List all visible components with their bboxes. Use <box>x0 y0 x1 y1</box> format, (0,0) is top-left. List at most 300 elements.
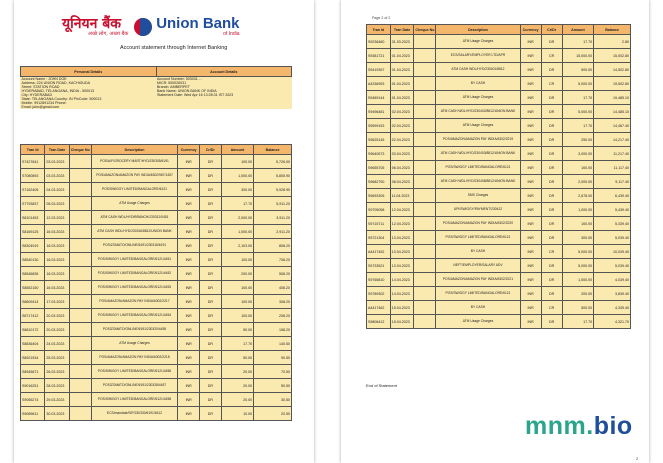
cell-cheque-no <box>414 35 436 49</box>
cell-tran-id: S7162405 <box>21 183 45 197</box>
cell-cheque-no <box>69 197 91 211</box>
transaction-row <box>367 231 631 245</box>
account-detail-value: Statement Date: Wed Apr 16 13:28:31 IST 2023 <box>157 93 234 97</box>
transaction-row <box>367 259 631 273</box>
cell-balance: 3,911.20 <box>254 211 292 225</box>
account-detail-value: MICR: 500026031 <box>157 81 187 85</box>
cell-tran-date: 02.04.2023 <box>390 119 414 133</box>
transaction-row <box>367 203 631 217</box>
cell-amount: 17.70 <box>221 197 253 211</box>
page-number: 2 <box>636 456 639 461</box>
cell-cheque-no <box>69 267 91 281</box>
cell-tran-id: S9721304 <box>367 231 391 245</box>
cell-cr-dr: DR <box>200 407 222 421</box>
cell-tran-id: S7427841 <box>21 155 45 169</box>
cell-balance: 5,339.40 <box>594 217 631 231</box>
cell-tran-date: 01.04.2023 <box>390 49 414 63</box>
cell-currency: INR <box>178 225 200 239</box>
cell-description: ATM CASH WDL/HYD/230403/8812/UNION BANK <box>436 147 520 161</box>
transaction-row <box>21 365 292 379</box>
transaction-row <box>21 295 292 309</box>
cell-description: POS/AMAZON/AMAZON PAY INDIA/6302/987/1457 <box>91 169 178 183</box>
cell-cheque-no <box>414 91 436 105</box>
cell-amount: 1,000.00 <box>562 273 594 287</box>
cell-balance: 6,439.40 <box>594 189 631 203</box>
cell-cheque-no <box>69 351 91 365</box>
cell-amount: 50.00 <box>221 323 253 337</box>
cell-balance: 2.80 <box>594 35 631 49</box>
cell-cheque-no <box>69 323 91 337</box>
cell-balance: 2,911.20 <box>254 225 292 239</box>
cell-description: POS/SWIGGY LIMITED/BANGALORE/6121 <box>436 161 520 175</box>
transaction-row <box>367 35 631 49</box>
cell-balance: 158.20 <box>254 323 292 337</box>
cell-cr-dr: DR <box>200 155 222 169</box>
column-header-balance: Balance <box>254 145 292 155</box>
cell-amount: 2,103.00 <box>221 239 253 253</box>
personal-detail-value: Email: john@gmail.com <box>21 105 60 109</box>
cell-currency: INR <box>520 63 541 77</box>
cell-amount: 500.00 <box>562 63 594 77</box>
cell-currency: INR <box>178 267 200 281</box>
cell-tran-date: 16.03.2023 <box>45 267 69 281</box>
cell-currency: INR <box>520 217 541 231</box>
cell-tran-id: S7793837 <box>21 197 45 211</box>
cell-tran-id: S9806412 <box>367 315 391 329</box>
cell-currency: INR <box>178 155 200 169</box>
cell-cr-dr: DR <box>200 379 222 393</box>
cell-description: NEFT/EMPLOYER/SALARY ADV <box>436 259 520 273</box>
cell-cheque-no <box>414 189 436 203</box>
cell-cr-dr: DR <box>541 273 562 287</box>
cell-currency: INR <box>178 211 200 225</box>
personal-detail-value: Street: STATION ROAD <box>21 85 60 89</box>
cell-balance: 15,002.80 <box>594 49 631 63</box>
cell-cr-dr: DR <box>200 239 222 253</box>
cell-tran-id: S8540130 <box>21 253 45 267</box>
cell-cr-dr: DR <box>541 217 562 231</box>
cell-tran-date: 20.03.2023 <box>45 309 69 323</box>
cell-description: POS/AMAZON/AMAZON PAY INDIA/6302/2221 <box>436 273 520 287</box>
cell-cr-dr: DR <box>541 105 562 119</box>
cell-amount: 200.00 <box>221 267 253 281</box>
transaction-row <box>21 267 292 281</box>
cell-amount: 2,000.00 <box>562 175 594 189</box>
personal-detail-value: HYDERABAD, TELANGANA, INDIA - 500013 <box>21 89 95 93</box>
cell-tran-id: S9765810 <box>367 273 391 287</box>
cell-cheque-no <box>414 119 436 133</box>
logo-hindi-name: यूनियन बैंक <box>62 16 122 32</box>
cell-description: POS/AMAZON/AMAZON PAY INDIA/6302/2220 <box>436 217 520 231</box>
cell-cheque-no <box>69 393 91 407</box>
cell-tran-id: S9599153 <box>367 119 391 133</box>
column-header-tran-date: Tran Date <box>390 25 414 35</box>
transaction-row <box>367 287 631 301</box>
watermark-main: mnm. <box>525 412 594 440</box>
cell-amount: 5,000.00 <box>562 259 594 273</box>
cell-tran-id: A4336953 <box>367 77 391 91</box>
cell-tran-date: 03.03.2023 <box>45 155 69 169</box>
cell-description: POS/SWIGGY LIMITED/BANGALORE/6121/4451 <box>91 253 178 267</box>
cell-cr-dr: DR <box>541 189 562 203</box>
cell-tran-id: S8921534 <box>21 351 45 365</box>
cell-description: UPI/SWIGGY/PAYMENT/230412 <box>436 203 520 217</box>
cell-tran-id: S9715711 <box>367 217 391 231</box>
cell-cr-dr: DR <box>541 175 562 189</box>
cell-currency: INR <box>178 183 200 197</box>
cell-cr-dr: DR <box>541 203 562 217</box>
cell-description: POS/AMAZON/AMAZON PAY INDIA/6302/2218 <box>91 351 178 365</box>
cell-description: POS/SWIGGY LIMITED/BANGALORE/6121 <box>436 231 520 245</box>
transaction-row <box>367 189 631 203</box>
cell-amount: 50.00 <box>221 351 253 365</box>
cell-tran-date: 02.04.2023 <box>390 105 414 119</box>
cell-cheque-no <box>414 315 436 329</box>
cell-cheque-no <box>69 239 91 253</box>
personal-detail-row <box>21 105 292 109</box>
cell-currency: INR <box>178 309 200 323</box>
cell-description: BY CASH <box>436 301 520 315</box>
cell-tran-id: S7080893 <box>21 169 45 183</box>
cell-cr-dr: DR <box>200 197 222 211</box>
cell-tran-id: S9016251 <box>21 379 45 393</box>
cell-currency: INR <box>520 231 541 245</box>
cell-currency: INR <box>520 203 541 217</box>
cell-tran-date: 12.04.2023 <box>390 203 414 217</box>
cell-balance: 11,117.40 <box>594 161 631 175</box>
cell-balance: 208.20 <box>254 309 292 323</box>
cell-tran-date: 01.04.2023 <box>390 77 414 91</box>
cell-tran-id: S9682790 <box>367 175 391 189</box>
cell-tran-date: 30.03.2023 <box>45 407 69 421</box>
cell-currency: INR <box>178 239 200 253</box>
transaction-row <box>21 337 292 351</box>
cell-cr-dr: DR <box>541 231 562 245</box>
cell-description: POS/SWIGGY LIMITED/BANGALORE/6121/4452 <box>91 267 178 281</box>
watermark <box>525 412 633 441</box>
cell-tran-id: S8304919 <box>21 239 45 253</box>
cell-cr-dr: DR <box>200 267 222 281</box>
cell-tran-date: 31.03.2023 <box>390 35 414 49</box>
cell-description: POS/SWIGGY LIMITED/BANGALORE/6121/4456 <box>91 365 178 379</box>
cell-description: POS/AMAZON/AMAZON PAY INDIA/6302/2219 <box>436 133 520 147</box>
cell-amount: 300.00 <box>221 183 253 197</box>
cell-currency: INR <box>520 273 541 287</box>
cell-balance: 9,117.40 <box>594 175 631 189</box>
cell-currency: INR <box>520 91 541 105</box>
cell-tran-date: 11.04.2023 <box>390 189 414 203</box>
cell-balance: 508.20 <box>254 267 292 281</box>
cell-cheque-no <box>414 63 436 77</box>
cell-tran-id: S9496481 <box>367 105 391 119</box>
cell-balance: 708.20 <box>254 253 292 267</box>
transaction-row <box>21 197 292 211</box>
cell-amount: 100.00 <box>221 253 253 267</box>
cell-description: POS/SWIGGY LIMITED/BANGALORE/6121/4458 <box>91 393 178 407</box>
cell-description: SMS Charges <box>436 189 520 203</box>
cell-cheque-no <box>69 295 91 309</box>
cell-cr-dr: DR <box>541 315 562 329</box>
cell-amount: 100.00 <box>221 281 253 295</box>
cell-description: ATM Usage Charges <box>436 315 520 329</box>
cell-tran-id: S9693305 <box>367 189 391 203</box>
cell-cheque-no <box>69 253 91 267</box>
cell-cr-dr: DR <box>200 309 222 323</box>
end-of-statement: End of Statement <box>366 383 397 388</box>
cell-currency: INR <box>520 119 541 133</box>
cell-tran-date: 05.03.2023 <box>45 197 69 211</box>
transaction-row <box>367 161 631 175</box>
cell-cr-dr: DR <box>200 337 222 351</box>
cell-balance: 5,039.40 <box>594 231 631 245</box>
transaction-row <box>367 77 631 91</box>
account-detail-value: Account Number: 503031.... <box>157 77 202 81</box>
cell-cheque-no <box>414 105 436 119</box>
transaction-row <box>21 281 292 295</box>
cell-balance: 14,485.10 <box>594 105 631 119</box>
column-header-description: Description <box>91 145 178 155</box>
column-header-cheque-no: Cheque No <box>414 25 436 35</box>
cell-amount: 100.00 <box>221 309 253 323</box>
cell-balance: 308.20 <box>254 295 292 309</box>
cell-balance: 4,321.70 <box>594 315 631 329</box>
column-header-cr-dr: Cr/Dr <box>541 25 562 35</box>
cell-balance: 5,805.90 <box>254 169 292 183</box>
cell-tran-date: 04.03.2023 <box>45 183 69 197</box>
transaction-row <box>367 217 631 231</box>
cell-balance: 14,467.40 <box>594 119 631 133</box>
transaction-row <box>21 169 292 183</box>
cell-description: ECS/SALARY/EMPLOYER LTD/APR <box>436 49 520 63</box>
cell-tran-date: 26.03.2023 <box>45 365 69 379</box>
cell-description: POS/ZOMATO/ONLINE/6191/230316/6191 <box>91 239 178 253</box>
cell-tran-date: 28.03.2023 <box>45 379 69 393</box>
personal-detail-value: State: TELANGANA Country: IN PinCode: 500013 <box>21 97 102 101</box>
cell-description: ECS/mandate/SIP/230330/6191/5412 <box>91 407 178 421</box>
transaction-row <box>21 309 292 323</box>
cell-balance: 5,039.40 <box>594 259 631 273</box>
cell-cr-dr: DR <box>541 147 562 161</box>
transactions-table-page-2 <box>366 24 631 329</box>
cell-cheque-no <box>414 217 436 231</box>
cell-balance: 5,928.90 <box>254 183 292 197</box>
cell-tran-id: S9236460 <box>367 35 391 49</box>
cell-amount: 1,000.00 <box>221 169 253 183</box>
cell-amount: 100.00 <box>562 217 594 231</box>
cell-tran-date: 08.04.2023 <box>390 175 414 189</box>
page-label: Page 2 of 2 <box>372 16 391 20</box>
cell-tran-id: S8717412 <box>21 309 45 323</box>
statement-title: Account statement through Internet Banking <box>120 45 228 51</box>
cell-cheque-no <box>414 175 436 189</box>
cell-currency: INR <box>520 49 541 63</box>
column-header-description: Description <box>436 25 520 35</box>
cell-tran-date: 16.03.2023 <box>45 239 69 253</box>
cell-cheque-no <box>414 287 436 301</box>
cell-description: ATM CASH WDL/HYD/230316/8812/UNION BANK <box>91 225 178 239</box>
cell-tran-id: S9733521 <box>367 259 391 273</box>
cell-amount: 10.00 <box>221 407 253 421</box>
cell-balance: 5,726.00 <box>254 155 292 169</box>
cell-amount: 2,678.00 <box>562 189 594 203</box>
cell-description: POS/AMAZON/AMAZON PAY INDIA/6302/2217 <box>91 295 178 309</box>
cell-balance: 11,217.40 <box>594 147 631 161</box>
cell-cr-dr: DR <box>200 365 222 379</box>
cell-amount: 100.00 <box>221 155 253 169</box>
cell-cheque-no <box>414 245 436 259</box>
cell-tran-date: 24.03.2023 <box>45 337 69 351</box>
cell-currency: INR <box>520 161 541 175</box>
cell-description: POS/SWIGGY LIMITED/BANGALORE/6121 <box>436 287 520 301</box>
cell-cheque-no <box>414 231 436 245</box>
cell-cheque-no <box>414 273 436 287</box>
transaction-row <box>367 273 631 287</box>
cell-cr-dr: CR <box>541 49 562 63</box>
transaction-row <box>367 147 631 161</box>
cell-cr-dr: CR <box>541 301 562 315</box>
cell-tran-id: S9625145 <box>367 133 391 147</box>
logo-english-name: Union Bank <box>156 15 240 32</box>
cell-balance: 14,502.80 <box>594 63 631 77</box>
column-header-currency: Currency <box>520 25 541 35</box>
cell-tran-date: 13.04.2023 <box>390 231 414 245</box>
cell-description: POS/ZOMATO/ONLINE/6191/230328/4457 <box>91 379 178 393</box>
cell-currency: INR <box>520 133 541 147</box>
cell-amount: 20.00 <box>221 365 253 379</box>
column-header-cr-dr: Cr/Dr <box>200 145 222 155</box>
transaction-row <box>21 239 292 253</box>
account-detail-value: Branch: AMBERPET <box>157 85 190 89</box>
logo-english-tagline: of India <box>223 31 240 37</box>
cell-balance: 30.50 <box>254 393 292 407</box>
cell-cheque-no <box>69 225 91 239</box>
transaction-row <box>21 225 292 239</box>
cell-balance: 20.50 <box>254 407 292 421</box>
cell-description: ATM Usage Charges <box>91 337 178 351</box>
transaction-row <box>367 119 631 133</box>
cell-cr-dr: DR <box>541 35 562 49</box>
cell-amount: 20.00 <box>221 393 253 407</box>
cell-cr-dr: DR <box>541 119 562 133</box>
cell-currency: INR <box>178 365 200 379</box>
cell-balance: 50.50 <box>254 379 292 393</box>
cell-cheque-no <box>414 161 436 175</box>
column-header-amount: Amount <box>221 145 253 155</box>
column-header-tran-id: Tran Id <box>367 25 391 35</box>
column-header-tran-date: Tran Date <box>45 145 69 155</box>
transaction-row <box>21 323 292 337</box>
cell-tran-id: S8169125 <box>21 225 45 239</box>
cell-cr-dr: DR <box>200 211 222 225</box>
cell-cheque-no <box>414 49 436 63</box>
cell-cr-dr: CR <box>541 77 562 91</box>
account-detail-value <box>156 105 292 109</box>
cell-balance: 3,839.40 <box>594 287 631 301</box>
transaction-row <box>21 155 292 169</box>
transaction-row <box>21 393 292 407</box>
logo-hindi-tagline: अच्छे लोग, अच्छा बैंक <box>88 31 129 37</box>
cell-cr-dr: DR <box>541 259 562 273</box>
cell-tran-id: S9089811 <box>21 407 45 421</box>
cell-balance: 4,039.40 <box>594 273 631 287</box>
cell-tran-date: 03.03.2023 <box>45 169 69 183</box>
transaction-row <box>367 301 631 315</box>
cell-amount: 17.70 <box>562 35 594 49</box>
transaction-row <box>367 315 631 329</box>
cell-tran-date: 16.03.2023 <box>45 225 69 239</box>
cell-description: ATM CASH WDL/HYD/230408/8812/UNION BANK <box>436 175 520 189</box>
cell-amount: 17.70 <box>562 315 594 329</box>
account-detail-value: Bank Name: UNION BANK OF INDIA <box>157 89 217 93</box>
watermark-accent: bio <box>593 412 633 440</box>
cell-amount: 100.00 <box>221 295 253 309</box>
cell-tran-id: S9705058 <box>367 203 391 217</box>
cell-currency: INR <box>520 287 541 301</box>
cell-amount: 3,000.00 <box>562 147 594 161</box>
personal-detail-value: Account Name : JOHN DOE <box>21 77 67 81</box>
cell-currency: INR <box>178 379 200 393</box>
cell-tran-id: A4417452 <box>367 245 391 259</box>
cell-tran-date: 25.03.2023 <box>45 351 69 365</box>
cell-balance: 5,911.20 <box>254 197 292 211</box>
cell-balance: 140.50 <box>254 337 292 351</box>
transaction-row <box>367 175 631 189</box>
cell-cheque-no <box>414 133 436 147</box>
cell-cheque-no <box>414 301 436 315</box>
union-bank-emblem-icon <box>134 18 152 36</box>
transaction-row <box>367 49 631 63</box>
cell-tran-id: S9789302 <box>367 287 391 301</box>
cell-cr-dr: DR <box>541 133 562 147</box>
cell-tran-id: S8810172 <box>21 323 45 337</box>
cell-tran-date: 13.04.2023 <box>390 259 414 273</box>
column-header-cheque-no: Cheque No <box>69 145 91 155</box>
cell-balance: 5,439.40 <box>594 203 631 217</box>
cell-balance: 90.50 <box>254 351 292 365</box>
cell-description: ATM CASH WDL/HYD/230401/8812 <box>436 63 520 77</box>
transaction-row <box>21 183 292 197</box>
personal-detail-value: Address: 224 UNION ROAD, KACHIGUDA <box>21 81 90 85</box>
cell-tran-date: 01.04.2023 <box>390 91 414 105</box>
cell-cheque-no <box>69 309 91 323</box>
cell-cr-dr: DR <box>200 393 222 407</box>
personal-detail-value: City: HYDERABAD <box>21 93 53 97</box>
cell-amount: 1,000.00 <box>221 225 253 239</box>
cell-description: ATM Usage Charges <box>436 119 520 133</box>
cell-description: BY CASH <box>436 245 520 259</box>
cell-cr-dr: DR <box>200 351 222 365</box>
cell-tran-date: 16.03.2023 <box>45 253 69 267</box>
cell-cr-dr: DR <box>200 169 222 183</box>
cell-tran-id: S9489144 <box>367 91 391 105</box>
cell-currency: INR <box>178 407 200 421</box>
cell-cr-dr: DR <box>541 161 562 175</box>
transaction-row <box>21 407 292 421</box>
cell-currency: INR <box>178 281 200 295</box>
cell-tran-id: S9055274 <box>21 393 45 407</box>
cell-cheque-no <box>69 337 91 351</box>
cell-description: ATM Usage Charges <box>436 91 520 105</box>
cell-tran-date: 06.04.2023 <box>390 161 414 175</box>
cell-cheque-no <box>69 183 91 197</box>
cell-cr-dr: DR <box>200 253 222 267</box>
cell-tran-date: 16.03.2023 <box>45 281 69 295</box>
cell-description: POS/ZOMATO/ONLINE/6191/230320/4455 <box>91 323 178 337</box>
cell-cheque-no <box>414 77 436 91</box>
cell-cheque-no <box>69 281 91 295</box>
cell-description: POS/SWIGGY LIMITED/BANGALORE/6121 <box>91 183 178 197</box>
cell-description: ATM Usage Charges <box>436 35 520 49</box>
